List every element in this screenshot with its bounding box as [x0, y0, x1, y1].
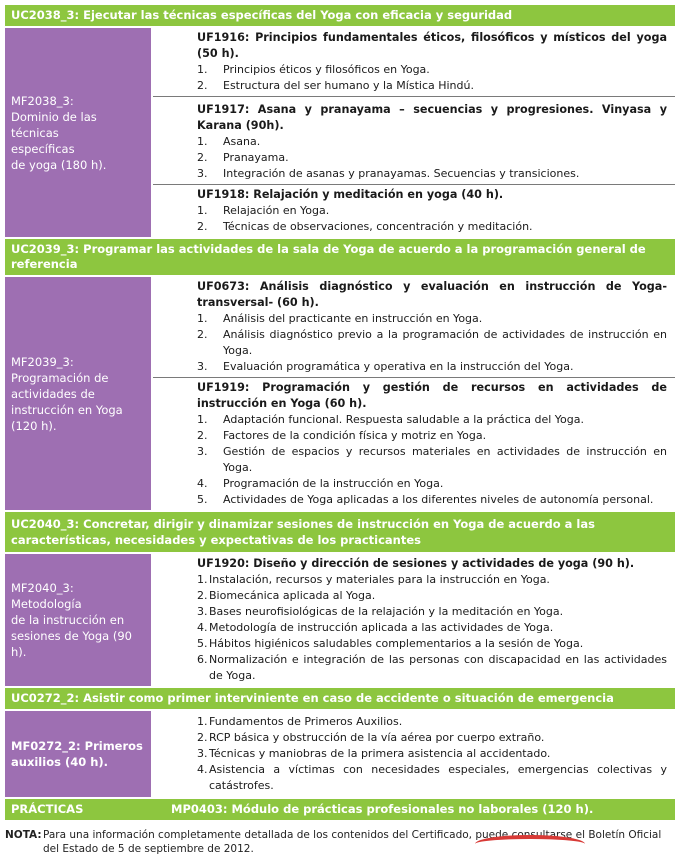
- uf-title: UF1918: Relajación y meditación en yoga (40 h).: [197, 188, 504, 201]
- mf-line: Programación de: [11, 370, 109, 385]
- list-item: 3. Técnicas y maniobras de la primera asistencia al accidentado.: [197, 747, 551, 760]
- list-item: 6. Normalización e integración de las personas con discapacidad en las actividades de Yoga.: [197, 653, 667, 682]
- module-row: [5, 277, 675, 512]
- list-item: 2. Técnicas de observaciones, concentración y meditación.: [197, 220, 533, 233]
- list-item: 1. Instalación, recursos y materiales para la instrucción en Yoga.: [197, 573, 550, 586]
- module-row: [5, 554, 675, 688]
- list-item: 1. Principios éticos y filosóficos en Yoga.: [197, 63, 430, 76]
- mf-line: sesiones de Yoga (90 h).: [11, 629, 132, 659]
- uf-block: [153, 97, 675, 185]
- list-item: 2. Análisis diagnóstico previo a la programación de actividades de instrucción en Yoga.: [197, 328, 667, 357]
- mf-cell: [5, 711, 153, 797]
- uf-block: [153, 554, 675, 686]
- list-item: 3. Gestión de espacios y recursos materiales en actividades de instrucción en Yoga.: [197, 445, 667, 474]
- mf-line: instrucción en Yoga: [11, 402, 123, 417]
- practicas-text: MP0403: Módulo de prácticas profesionales no laborales (120 h).: [171, 802, 594, 816]
- uf-title: UF1916: Principios fundamentales éticos, filosóficos y místicos del yoga (50 h).: [197, 31, 667, 60]
- list-item: 5. Hábitos higiénicos saludables complementarios a la sesión de Yoga.: [197, 637, 584, 650]
- uf-title: UF1919: Programación y gestión de recursos en actividades de instrucción en Yoga (60 h).: [197, 381, 667, 410]
- list-item: 1. Asana.: [197, 135, 261, 148]
- uf-block: [153, 378, 675, 510]
- uf-list: [153, 28, 675, 237]
- mf-line: MF2040_3: Metodología: [11, 581, 82, 611]
- note-text: Para una información completamente detallada de los contenidos del Certificado, puede consultarse el Boletín Oficial del Estado de 5 de septiembre de 2012.: [43, 829, 662, 855]
- uf-block: [153, 185, 675, 237]
- mf-line: actividades de: [11, 386, 95, 401]
- uc-header: UC0272_2: Asistir como primer interviniente en caso de accidente o situación de emergencia: [5, 688, 675, 711]
- list-item: 3. Integración de asanas y pranayamas. Secuencias y transiciones.: [197, 167, 580, 180]
- uc-header: UC2038_3: Ejecutar las técnicas específicas del Yoga con eficacia y seguridad: [5, 5, 675, 28]
- decorative-swoosh: [475, 835, 585, 853]
- uf-title: UF0673: Análisis diagnóstico y evaluación en instrucción de Yoga-transversal- (60 h).: [197, 280, 667, 309]
- mf-line: de la instrucción en: [11, 613, 125, 627]
- mf-line: de yoga (180 h).: [11, 157, 107, 172]
- list-item: 1. Fundamentos de Primeros Auxilios.: [197, 715, 403, 728]
- mf-cell: [5, 28, 153, 237]
- uf-list: [153, 711, 675, 797]
- module-row: [5, 28, 675, 239]
- uc-header: UC2040_3: Concretar, dirigir y dinamizar sesiones de instrucción en Yoga de acuerdo a las características, necesidades y expectativas de los practicantes: [5, 512, 675, 554]
- list-item: 4. Programación de la instrucción en Yoga.: [197, 477, 444, 490]
- note-label: NOTA:: [5, 829, 42, 841]
- list-item: 1. Análisis del practicante en instrucción en Yoga.: [197, 312, 483, 325]
- mf-line: Dominio de las técnicas: [11, 109, 97, 140]
- uf-block: [153, 277, 675, 378]
- mf-line: específicas: [11, 141, 75, 156]
- mf-line: MF2039_3:: [11, 354, 74, 369]
- list-item: 1. Relajación en Yoga.: [197, 204, 330, 217]
- list-item: 2. Biomecánica aplicada al Yoga.: [197, 589, 376, 602]
- list-item: 4. Metodología de instrucción aplicada a las actividades de Yoga.: [197, 621, 554, 634]
- list-item: 1. Adaptación funcional. Respuesta saludable a la práctica del Yoga.: [197, 413, 584, 426]
- mf-line: MF0272_2: Primeros: [11, 739, 143, 753]
- mf-line: auxilios (40 h).: [11, 755, 109, 769]
- list-item: 5. Actividades de Yoga aplicadas a los diferentes niveles de autonomía personal.: [197, 493, 654, 506]
- list-item: 2. RCP básica y obstrucción de la vía aérea por cuerpo extraño.: [197, 731, 545, 744]
- uf-title: UF1917: Asana y pranayama – secuencias y progresiones. Vinyasa y Karana (90h).: [197, 103, 667, 132]
- mf-line: MF2038_3:: [11, 93, 74, 108]
- list-item: 2. Factores de la condición física y motriz en Yoga.: [197, 429, 487, 442]
- uf-title: UF1920: Diseño y dirección de sesiones y actividades de yoga (90 h).: [197, 557, 635, 570]
- mf-cell: [5, 277, 153, 510]
- curriculum-table: [5, 5, 675, 856]
- practicas-label: PRÁCTICAS: [11, 802, 84, 816]
- list-item: 4. Asistencia a víctimas con necesidades especiales, emergencias colectivas y catástrofes.: [197, 763, 667, 792]
- list-item: 3. Bases neurofisiológicas de la relajación y la meditación en Yoga.: [197, 605, 564, 618]
- mf-cell: [5, 554, 153, 686]
- mf-line: (120 h).: [11, 418, 57, 433]
- uf-block: [153, 28, 675, 97]
- uf-block: [153, 711, 675, 797]
- uc-header: UC2039_3: Programar las actividades de la sala de Yoga de acuerdo a la programación general de referencia: [5, 239, 675, 277]
- practicas-row: [5, 799, 675, 822]
- uf-list: [153, 277, 675, 510]
- list-item: 2. Pranayama.: [197, 151, 289, 164]
- list-item: 3. Evaluación programática y operativa en la instrucción del Yoga.: [197, 360, 574, 373]
- list-item: 2. Estructura del ser humano y la Mística Hindú.: [197, 79, 474, 92]
- module-row: [5, 711, 675, 799]
- uf-list: [153, 554, 675, 686]
